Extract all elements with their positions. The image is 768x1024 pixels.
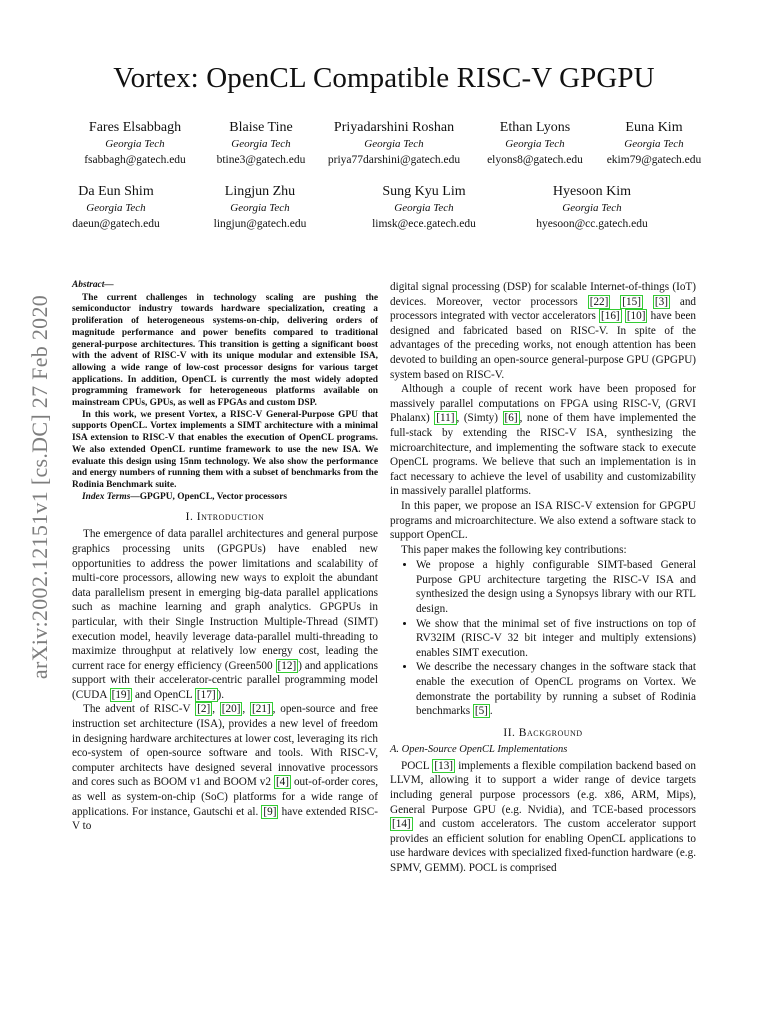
citation-link[interactable]: [4] [275,776,289,789]
author-email: fsabbagh@gatech.edu [84,154,186,166]
author-email: priya77darshini@gatech.edu [327,154,461,166]
citation-link[interactable]: [21] [252,703,271,716]
author-block [596,120,712,168]
abstract-heading: Abstract— [72,280,114,290]
arxiv-identifier [24,267,56,707]
author-name: Lingjun Zhu [224,184,296,199]
author-block [56,184,176,232]
author-name: Sung Kyu Lim [382,184,466,199]
author-block [196,184,324,232]
abstract-paragraph: In this work, we present Vortex, a RISC-V General-Purpose GPU that supports OpenCL. Vortex implements a SIMT architecture with a minimal ISA extension to RISC-V that enables the execution of OpenCL programs. We also extended OpenCL runtime framework to use the new ISA. We evaluate this design using 15nm technology. We also show the performance and energy numbers of running them with a subset of benchmarks from the Rodinia Benchmark suite. [72,409,378,490]
citation-link[interactable]: [3] [654,295,668,308]
author-block [474,120,596,168]
citation-link[interactable]: [6] [504,412,518,425]
paragraph: digital signal processing (DSP) for scalable Internet-of-things (IoT) devices. Moreover, vector processors [22] [15] [3] and processors integrated with vector accelerators [16] [10] have been designed and fabricated based on RISC-V. In spite of the advantages of the preceding works, not enough attention has been devoted to building an open-source general-purpose GPU (GPGPU) system based on RISC-V. [390,281,697,381]
author-email: btine3@gatech.edu [216,154,306,166]
section-heading-introduction: I. Introduction [185,511,265,524]
citation-link[interactable]: [9] [263,805,277,818]
index-terms [72,492,378,504]
author-block [316,120,472,168]
author-name: Euna Kim [625,120,683,135]
index-terms-text: —GPGPU, OpenCL, Vector processors [130,491,288,502]
citation-link[interactable]: [13] [434,759,454,772]
abstract [72,280,378,503]
introduction-body-continued [390,280,696,719]
author-block [354,184,494,232]
paragraph: The advent of RISC-V [2] , [20] , [21] , open-source and free instruction set architecture (ISA), provides a new level of freedom in designing hardware architectures at lower cost, leveraging its rich eco-system of open-source software and tools. With RISC-V, computer architects have designed several innovative processors and cores such as BOOM v1 and BOOM v2 [4] out-of-order cores, as well as system-on-chip (SoC) platforms for a wide range of applications. For instance, Gautschi et al. [9] have extended RISC-V to [72,703,379,833]
author-email: lingjun@gatech.edu [213,218,307,230]
arxiv-identifier-text: arXiv:2002.12151v1 [cs.DC] 27 Feb 2020 [27,294,52,680]
author-email: ekim79@gatech.edu [606,154,702,166]
citation-link[interactable]: [5] [474,705,488,718]
author-affiliation: Georgia Tech [624,138,684,150]
introduction-body [72,527,378,833]
list-item: • We show that the minimal set of five instructions on top of RV32IM (RISC-V 32 bit integer and multiply extensions) enables SIMT execution. [416,617,696,661]
author-affiliation: Georgia Tech [505,138,565,150]
paper-title: Vortex: OpenCL Compatible RISC-V GPGPU [113,62,655,94]
paragraph: This paper makes the following key contributions: [401,543,627,556]
subsection-heading: A. Open-Source OpenCL Implementations [390,743,568,755]
author-affiliation: Georgia Tech [231,138,291,150]
citation-link[interactable]: [22] [589,295,609,308]
author-affiliation: Georgia Tech [230,202,290,214]
citation-link[interactable]: [17] [196,688,216,701]
background-body [390,759,696,876]
author-name: Ethan Lyons [499,120,571,135]
index-terms-label: Index Terms [82,491,131,502]
citation-link[interactable]: [2] [197,703,211,716]
paragraph: The emergence of data parallel architectures and general purpose graphics processing units (GPGPUs) have enabled new opportunities to address the power limitations and scalability of multi-core processors, allowing new ways to exploit the abundant data parallelism present in emerging big-data parallel applications such as machine learning and graph analytics. GPGPUs in particular, with their Single Instruction Multiple-Thread (SIMT) execution model, heavily leverage data-parallel multi-threading to maximize throughput at relatively low energy cost, leading the current race for energy efficiency (Green500 [12] ) and applications support with their accelerator-centric parallel programming model (CUDA [19] and OpenCL [17] ). [72,528,378,701]
author-name: Priyadarshini Roshan [333,120,455,135]
author-email: hyesoon@cc.gatech.edu [536,218,648,230]
citation-link[interactable]: [15] [622,295,641,308]
citation-link[interactable]: [14] [392,818,411,831]
abstract-paragraph: The current challenges in technology scaling are pushing the semiconductor industry towards hardware specialization, creating a proliferation of heterogeneous systems-on-chip, delivering orders of magnitude performance and power benefits compared to traditional general-purpose architectures. This transition is getting a significant boost with the advent of RISC-V with its unique modular and extensible ISA, allowing a wide range of low-cost processor designs for various target applications. In addition, OpenCL is currently the most widely adopted programming framework for heterogeneous platforms available on mainstream CPUs, GPUs, as well as FPGAs and custom DSP. [72,292,378,409]
paragraph: In this paper, we propose an ISA RISC-V extension for GPGPU programs and microarchitecture. We also extend a software stack to support OpenCL. [390,499,696,542]
paragraph: Although a couple of recent work have been proposed for massively parallel computations on FPGA using RISC-V, (GRVI Phalanx) [11] , (Simty) [6] , none of them have implemented the full-stack by extending the RISC-V ISA, synthesizing the microarchitecture, and implementing the software stack to execute OpenCL programs. We believe that such an implementation is in fact necessary to achieve the level of usability and customizability in massively parallel platforms. [390,383,696,498]
author-block [62,120,208,168]
citation-link[interactable]: [11] [436,412,455,425]
author-name: Hyesoon Kim [552,184,632,199]
right-column [390,280,696,876]
citation-link[interactable]: [19] [111,688,131,701]
author-email: daeun@gatech.edu [72,218,160,230]
list-item: • We propose a highly configurable SIMT-based General Purpose GPU architecture targeting the RISC-V ISA and synthesized the design using a Synopsys library with our RTL design. [416,558,696,616]
contributions-list [390,558,696,719]
paragraph: POCL [13] implements a flexible compilation backend based on LLVM, allowing it to support a wider range of device targets including general purpose processors (e.g. x86, ARM, Mips), General Purpose GPU (e.g. Nvidia), and TCE-based processors [14] and custom accelerators. The custom accelerator support provides an efficient solution for enabling OpenCL applications to use hardware devices with specialized fixed-function hardware (e.g. SPMV, GEMM). POCL is comprised [390,759,696,874]
citation-link[interactable]: [20] [221,703,241,716]
list-item: • We describe the necessary changes in the software stack that enable the execution of OpenCL programs on Vortex. We demonstrate the portability by running a subset of Rodinia benchmarks [5] . [416,660,696,718]
citation-link[interactable]: [10] [626,310,646,323]
citation-link[interactable]: [12] [277,659,297,672]
author-name: Da Eun Shim [78,184,154,199]
author-block [522,184,662,232]
author-name: Blaise Tine [229,120,293,135]
author-affiliation: Georgia Tech [364,138,424,150]
section-heading-background: II. Background [503,726,583,739]
author-name: Fares Elsabbagh [88,120,182,135]
author-affiliation: Georgia Tech [562,202,622,214]
author-affiliation: Georgia Tech [394,202,454,214]
author-email: limsk@ece.gatech.edu [372,218,476,230]
author-block [200,120,322,168]
author-affiliation: Georgia Tech [105,138,165,150]
citation-link[interactable]: [16] [601,310,620,323]
author-email: elyons8@gatech.edu [487,154,583,166]
left-column [72,280,378,834]
author-affiliation: Georgia Tech [86,202,146,214]
